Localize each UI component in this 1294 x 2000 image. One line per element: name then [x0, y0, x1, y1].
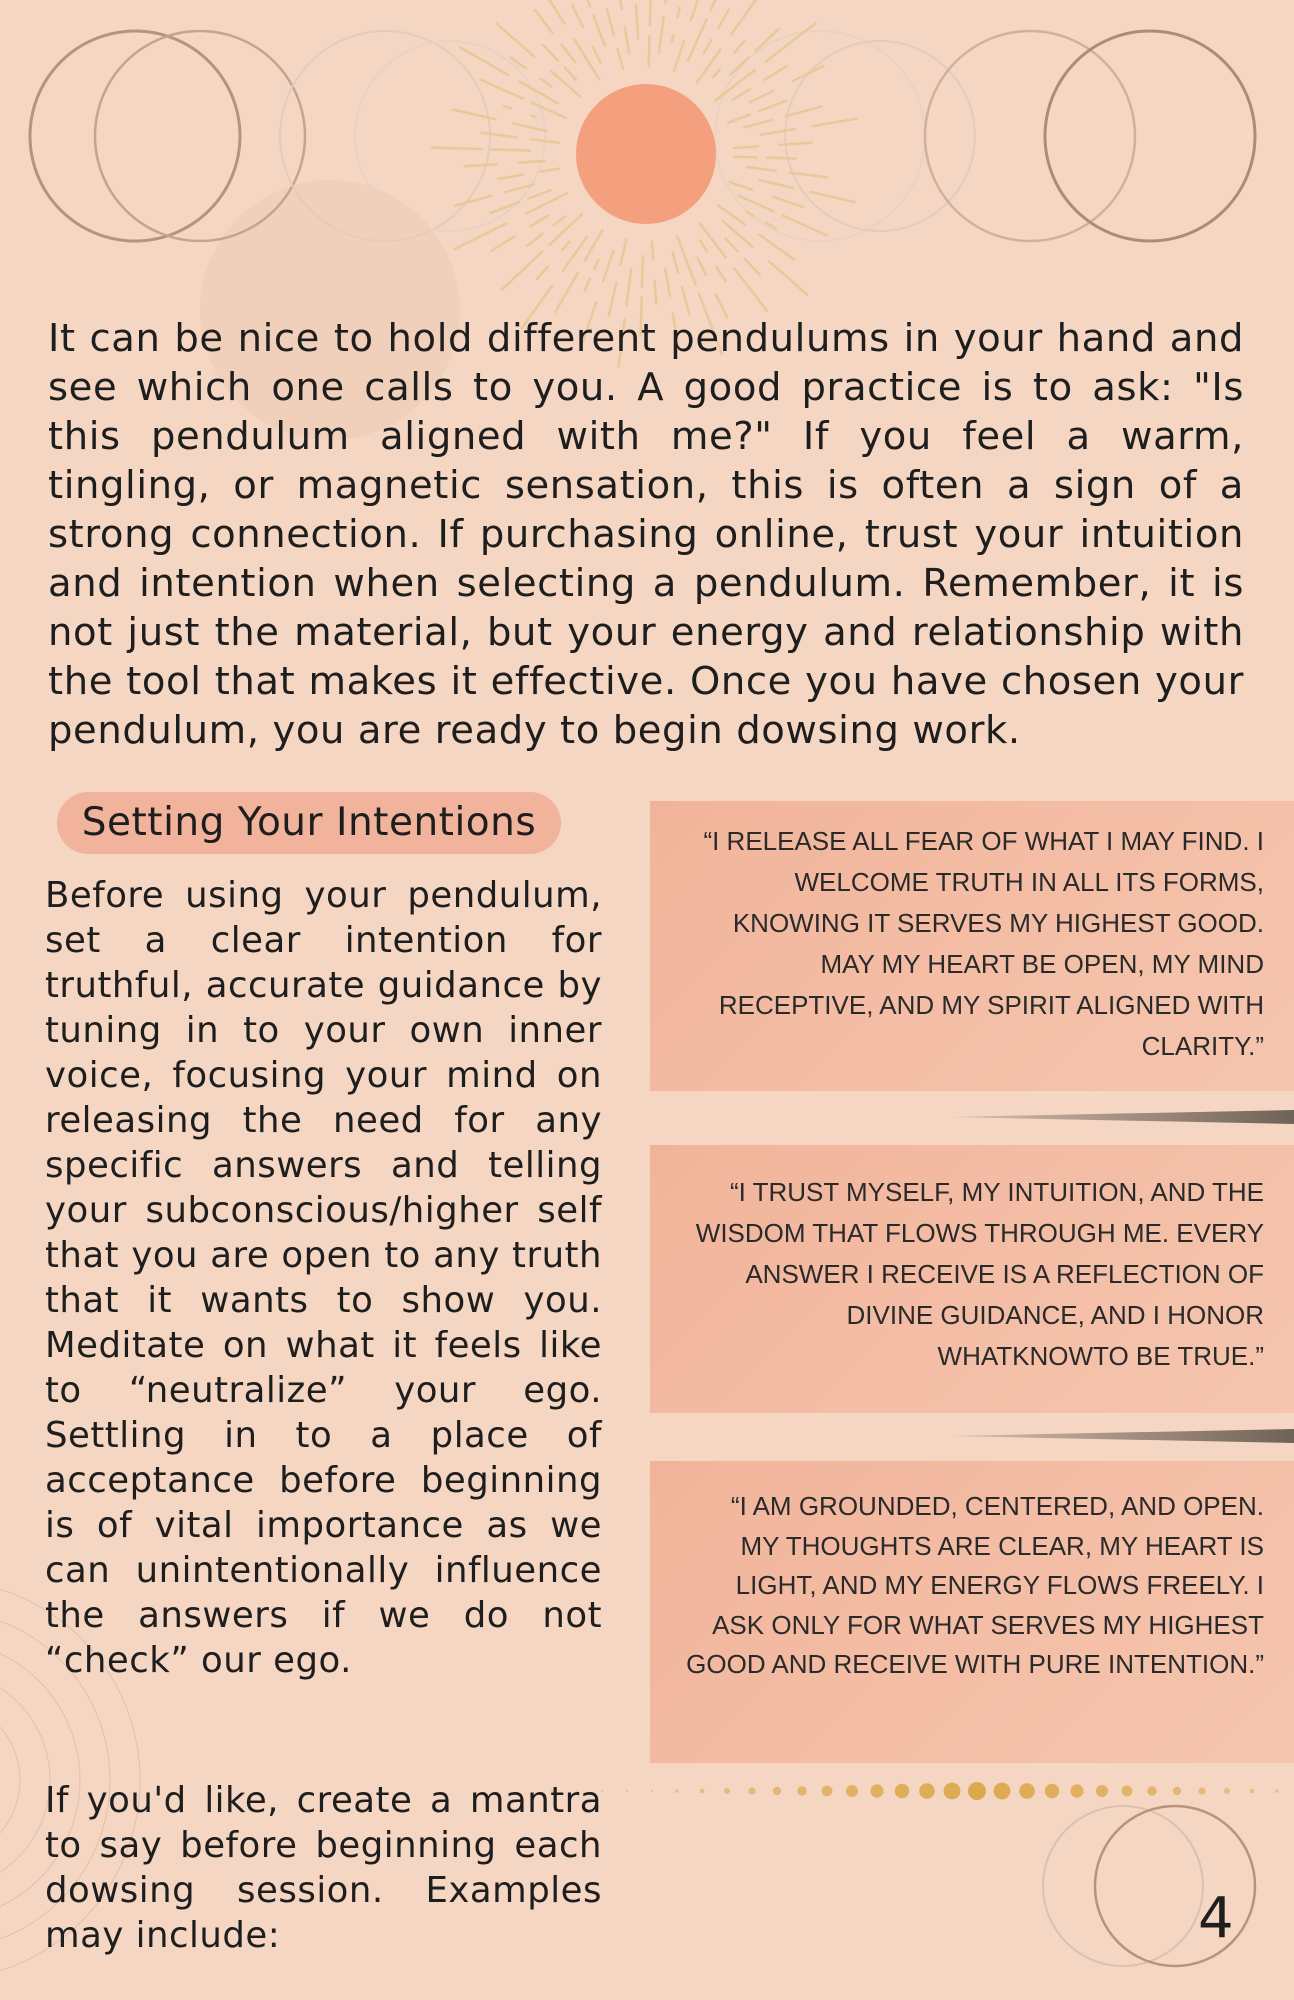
sun-ray [747, 167, 776, 171]
sun-ray [700, 224, 726, 258]
divider-line-1 [950, 1110, 1294, 1124]
dot [870, 1784, 883, 1797]
sun-ray [786, 106, 822, 116]
sun-ray [756, 29, 779, 50]
sun-ray [759, 101, 786, 111]
sun-ray [691, 0, 704, 20]
sun-ray [491, 149, 530, 150]
sun-ray [765, 66, 787, 80]
sun-ray [555, 273, 577, 312]
sun-ray [481, 133, 517, 138]
sun-ray [513, 123, 546, 131]
sun-ray [502, 252, 542, 290]
mantra-quote-2: “I TRUST MYSELF, MY INTUITION, AND THE WISDOM THAT FLOWS THROUGH ME. EVERY ANSWER I RECEIVE IS A REFLECTION OF DIVINE GUIDANCE, AND I HONOR WHATKNOWTO BE TRUE.” [650, 1145, 1294, 1413]
dot [724, 1788, 730, 1794]
dot [968, 1782, 986, 1800]
dot [1019, 1783, 1035, 1799]
dot [675, 1789, 679, 1793]
sun-ray [497, 24, 534, 57]
dot [1070, 1784, 1083, 1797]
sun-ray [543, 45, 558, 61]
sun-ray [793, 66, 824, 81]
sun-ray [726, 238, 738, 251]
sun-ray [504, 106, 511, 108]
sun-ray [655, 281, 657, 304]
dot [797, 1786, 807, 1796]
sun-ray [562, 241, 570, 250]
sun-ray [455, 196, 492, 206]
sun-ray [713, 69, 720, 77]
sun-ray [519, 161, 544, 163]
dotted-line-decoration [551, 1782, 1294, 1800]
sun-ray [769, 261, 807, 294]
sun-ray [541, 169, 560, 172]
sun-ray [492, 236, 515, 250]
sun-ray [665, 0, 671, 3]
sun-ray [723, 221, 753, 247]
dot [846, 1785, 858, 1797]
sun-ray [527, 234, 542, 246]
sun-ray [585, 230, 603, 261]
sun-ray [652, 242, 653, 259]
sun-ray [759, 180, 793, 188]
sun-ray [767, 158, 796, 159]
sun-ray [650, 0, 651, 26]
sun-ray [609, 283, 617, 316]
sun-ray [734, 41, 744, 53]
sun-ray [491, 202, 519, 213]
sun-ray [813, 119, 857, 126]
sun-ray [531, 139, 559, 143]
dot [1173, 1787, 1181, 1795]
dot [822, 1786, 833, 1797]
sun-ray [594, 260, 598, 269]
dot [919, 1783, 935, 1799]
section-heading-pill: Setting Your Intentions [57, 792, 561, 854]
dot [1045, 1784, 1059, 1798]
sun-ray [760, 129, 795, 135]
dot [1096, 1785, 1108, 1797]
sun-ray [759, 235, 794, 260]
sun-ray [607, 9, 614, 35]
sun-ray [511, 58, 526, 69]
sun-ray [729, 182, 752, 190]
sun-ray [744, 258, 759, 274]
sun-ray [734, 157, 757, 158]
sun-ray [783, 216, 827, 236]
sun-ray [537, 267, 548, 279]
sun-ray [636, 5, 638, 38]
sun-ray [453, 110, 496, 120]
sun-ray [730, 58, 748, 75]
sun-ray [618, 49, 623, 69]
sun-ray [659, 17, 664, 53]
sun-ray [572, 5, 583, 27]
sun-ray [532, 103, 566, 118]
dot [1147, 1786, 1157, 1796]
sun-ray [732, 89, 749, 100]
sun-ray [704, 40, 712, 53]
dot [1275, 1789, 1279, 1793]
dot [944, 1783, 961, 1800]
sun-ray [551, 71, 580, 96]
sun-ray [561, 44, 575, 62]
sun-ray [584, 278, 590, 290]
sun-ray [554, 216, 566, 225]
sun-ray [532, 116, 536, 117]
dot [1250, 1789, 1255, 1794]
sun-ray [603, 251, 613, 282]
sun-ray [718, 10, 728, 28]
sun-ray [673, 252, 679, 273]
mantra-paragraph: If you'd like, create a mantra to say before beginning each dowsing session. Examples may include: [45, 1780, 602, 1956]
sun-ray [672, 35, 673, 41]
dot [1122, 1786, 1133, 1797]
mantra-quote-3: “I AM GROUNDED, CENTERED, AND OPEN. MY THOUGHTS ARE CLEAR, MY HEART IS LIGHT, AND MY ENERGY FLOWS FREELY. I ASK ONLY FOR WHAT SERVES MY HIGHEST GOOD AND RECEIVE WITH PURE INTENTION.” [650, 1461, 1294, 1763]
sun-ray [642, 256, 643, 287]
sun-ray [750, 91, 773, 103]
dot [748, 1787, 755, 1794]
sun-icon [576, 84, 716, 224]
setting-intentions-paragraph: Before using your pendulum, set a clear intention for truthful, accurate guidance by tuning in to your own inner voice, focusing your mind on releasing the need for any specific answers and telling your subconscious/higher self that you are open to any truth that it wants to show you. Meditate on what it feels like to “neutralize” your ego. Settling in to a place of acceptance before beginning is of vital importance as we can unintentionally influence the answers if we do not “check” our ego. [45, 875, 602, 1681]
intro-paragraph: It can be nice to hold different pendulums in your hand and see which one calls to you. A good practice is to ask: "Is this pendulum aligned with me?" If you feel a warm, tingling, or magnetic sensation, this is often a sign of a strong connection. If purchasing online, trust your intuition and intention when selecting a pendulum. Remember, it is not just the material, but your energy and relationship with the tool that makes it effective. Once you have chosen your pendulum, you are ready to begin dowsing work. [48, 316, 1244, 753]
sun-ray [728, 115, 749, 123]
sun-ray [744, 120, 772, 128]
sun-ray [432, 148, 481, 149]
sun-ray [565, 68, 576, 80]
sun-ray [528, 190, 550, 198]
sun-ray [677, 236, 695, 284]
sun-ray [674, 41, 684, 71]
sun-ray [811, 192, 855, 202]
sun-ray [790, 173, 827, 178]
dot [773, 1787, 781, 1795]
sun-ray [550, 214, 582, 245]
sun-ray [716, 266, 725, 281]
sun-ray [682, 287, 689, 314]
sun-ray [563, 237, 587, 271]
sun-ray [535, 10, 553, 33]
sun-ray [620, 240, 626, 265]
dot [994, 1783, 1011, 1800]
sun-ray [731, 0, 761, 35]
sun-ray [773, 197, 803, 207]
sun-ray [734, 146, 758, 148]
dot [1224, 1788, 1230, 1794]
dot [700, 1789, 705, 1794]
dot [626, 1790, 628, 1792]
mantra-quote-1: “I RELEASE ALL FEAR OF WHAT I MAY FIND. I WELCOME TRUTH IN ALL ITS FORMS, KNOWING IT SERVES MY HIGHEST GOOD. MAY MY HEART BE OPEN, MY MIND RECEPTIVE, AND MY SPIRIT ALIGNED WITH CLARITY.” [650, 801, 1294, 1091]
sun-ray [649, 36, 650, 66]
sun-ray [698, 258, 706, 275]
sun-ray [498, 175, 523, 179]
sun-ray [530, 216, 548, 227]
sun-ray [626, 269, 631, 306]
sun-ray [665, 268, 670, 296]
sun-ray [464, 164, 497, 166]
sun-ray [576, 0, 590, 6]
sun-ray [688, 20, 707, 61]
sun-ray [677, 8, 679, 17]
dot [1198, 1787, 1205, 1794]
page-number: 4 [1198, 1886, 1234, 1951]
sun-ray [700, 240, 707, 251]
sun-ray [697, 49, 721, 82]
dot [895, 1784, 909, 1798]
sun-ray [594, 16, 605, 46]
sun-ray [625, 27, 629, 54]
divider-line-2 [950, 1429, 1294, 1443]
sun-ray [734, 268, 767, 310]
sun-ray [616, 0, 622, 9]
sun-ray [574, 39, 599, 79]
sun-ray [711, 0, 734, 10]
dot [651, 1790, 653, 1792]
sun-ray [541, 79, 552, 87]
sun-ray [593, 47, 601, 63]
sun-ray [480, 79, 523, 98]
